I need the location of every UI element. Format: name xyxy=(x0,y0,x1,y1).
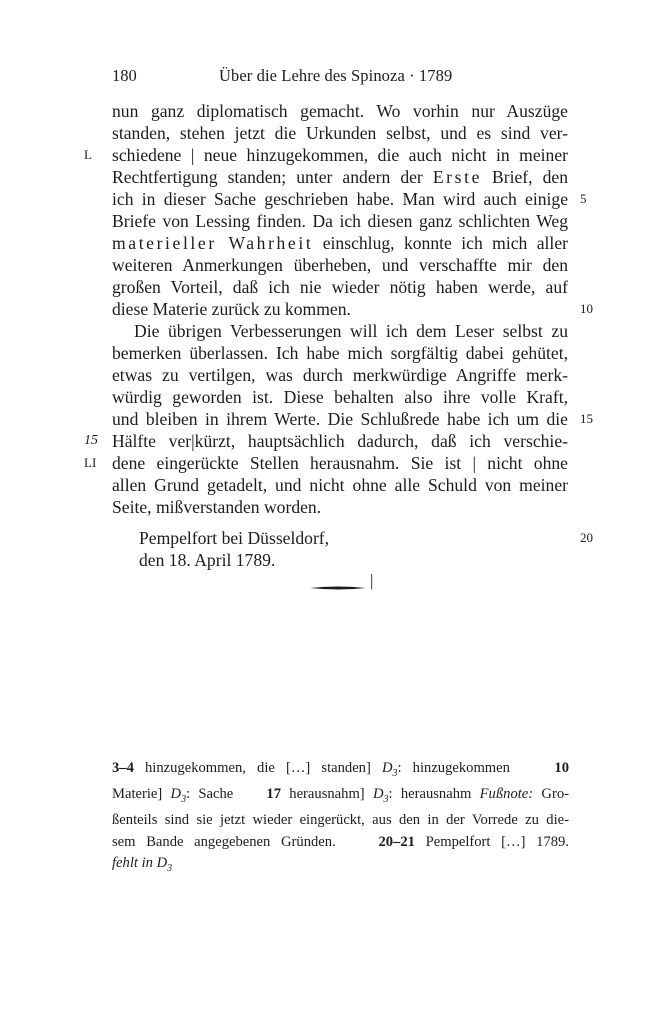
text-run: weiteren Anmerkungen überheben, und verschaffte mir den xyxy=(112,255,568,275)
text-line xyxy=(112,276,568,298)
witness-subscript: 3 xyxy=(392,767,398,779)
line-reference: 10 xyxy=(554,760,569,776)
text-run: würdig geworden ist. Diese behalten also ihre volle Kraft, xyxy=(112,387,568,407)
text-line xyxy=(112,188,568,210)
margin-marker: LI xyxy=(84,455,97,470)
text-run: etwas zu vertilgen, was durch merkwürdige Angriffe merk- xyxy=(112,365,568,385)
apparatus-text: D xyxy=(170,786,182,803)
text-line xyxy=(112,474,568,496)
critical-apparatus xyxy=(112,758,569,879)
text-run: Hälfte ver|kürzt, hauptsächlich dadurch, daß ich verschie- xyxy=(112,431,568,451)
text-run: nun ganz diplomatisch gemacht. Wo vorhin nur Auszüge xyxy=(112,101,568,121)
text-run: Brief, den xyxy=(481,167,569,187)
text-line xyxy=(112,144,568,166)
line-number: 10 xyxy=(580,301,593,316)
text-line xyxy=(112,452,568,474)
text-run: standen, stehen jetzt die Urkunden selbst, und es sind ver- xyxy=(112,123,568,143)
text-run: dene eingerückte Stellen herausnahm. Sie ist | nicht ohne xyxy=(112,453,568,473)
text-run: Rechtfertigung standen; unter andern der xyxy=(112,167,433,187)
apparatus-text: hinzugekommen, die […] standen] xyxy=(133,760,382,776)
text-run: bemerken überlassen. Ich habe mich sorgfältig dabei gehütet, xyxy=(112,343,568,363)
text-run: einschlug, konnte ich mich aller xyxy=(313,233,568,253)
text-line xyxy=(112,342,568,364)
text-run: und bleiben in ihrem Werte. Die Schlußrede habe ich um die xyxy=(112,409,568,429)
margin-marker: 15 xyxy=(84,433,98,448)
spaced-emphasis: materieller Wahrheit xyxy=(112,233,314,253)
text-line xyxy=(112,100,568,122)
witness-subscript: 3 xyxy=(383,794,389,806)
line-number: 15 xyxy=(580,411,593,426)
line-number-20: 20 xyxy=(580,530,593,545)
text-line xyxy=(112,210,568,232)
apparatus-text: Materie] xyxy=(112,786,171,803)
text-run: diese Materie zurück zu kommen. xyxy=(112,299,351,319)
apparatus-text: ßenteils sind sie jetzt wieder eingerückt, aus den in der Vorrede zu die- xyxy=(112,812,569,829)
line-number: 5 xyxy=(580,191,587,206)
apparatus-line xyxy=(112,832,569,853)
closing-date: den 18. April 1789. xyxy=(139,550,276,570)
running-title: Über die Lehre des Spinoza · 1789 xyxy=(219,66,453,85)
closing-place: Pempelfort bei Düsseldorf, xyxy=(139,528,330,548)
apparatus-text: D xyxy=(381,760,393,776)
apparatus-text: : hinzugekommen xyxy=(397,760,555,776)
line-reference: 17 xyxy=(266,786,281,803)
text-run: Die übrigen Verbesserungen will ich dem Leser selbst zu xyxy=(134,321,568,341)
text-line xyxy=(112,320,568,342)
spaced-emphasis: Erste xyxy=(432,167,482,187)
text-run: allen Grund getadelt, und nicht ohne alle Schuld von meiner xyxy=(112,475,568,495)
apparatus-text: Gro- xyxy=(533,786,569,803)
margin-marker: L xyxy=(84,147,92,162)
line-reference: 3–4 xyxy=(112,760,134,776)
apparatus-text: Fußnote: xyxy=(479,786,534,803)
apparatus-text: sem Bande angegebenen Gründen. xyxy=(112,833,379,850)
apparatus-line xyxy=(112,758,569,784)
apparatus-text: : Sache xyxy=(186,786,267,803)
end-flourish-ornament xyxy=(308,578,368,598)
apparatus-text: : herausnahm xyxy=(388,786,480,803)
text-run: schiedene | neue hinzugekommen, die auch nicht in meiner xyxy=(112,145,568,165)
apparatus-line xyxy=(112,784,569,810)
text-line xyxy=(112,298,568,320)
text-run: Seite, mißverstanden worden. xyxy=(112,497,322,517)
apparatus-text: fehlt in D xyxy=(112,855,168,871)
text-line xyxy=(112,254,568,276)
page-break-mark: | xyxy=(370,571,374,590)
witness-subscript: 3 xyxy=(167,862,173,874)
text-line xyxy=(112,122,568,144)
text-line xyxy=(112,430,568,452)
apparatus-text: D xyxy=(372,786,384,803)
text-line xyxy=(112,408,568,430)
text-run: ich in dieser Sache geschrieben habe. Man wird auch einige xyxy=(112,189,568,209)
apparatus-text: Pempelfort […] 1789. xyxy=(414,833,569,850)
text-run: großen Vorteil, daß ich nie wieder nötig haben werde, auf xyxy=(112,277,568,297)
text-run: Briefe von Lessing finden. Da ich diesen ganz schlichten Weg xyxy=(112,211,568,231)
line-reference: 20–21 xyxy=(378,833,415,850)
apparatus-line xyxy=(112,853,569,879)
witness-subscript: 3 xyxy=(181,794,187,806)
text-line xyxy=(112,386,568,408)
text-line xyxy=(112,232,568,254)
text-line xyxy=(112,364,568,386)
page-number: 180 xyxy=(112,66,137,85)
apparatus-line xyxy=(112,810,569,831)
text-line xyxy=(112,496,568,518)
apparatus-text: herausnahm] xyxy=(281,786,373,803)
text-line xyxy=(112,166,568,188)
